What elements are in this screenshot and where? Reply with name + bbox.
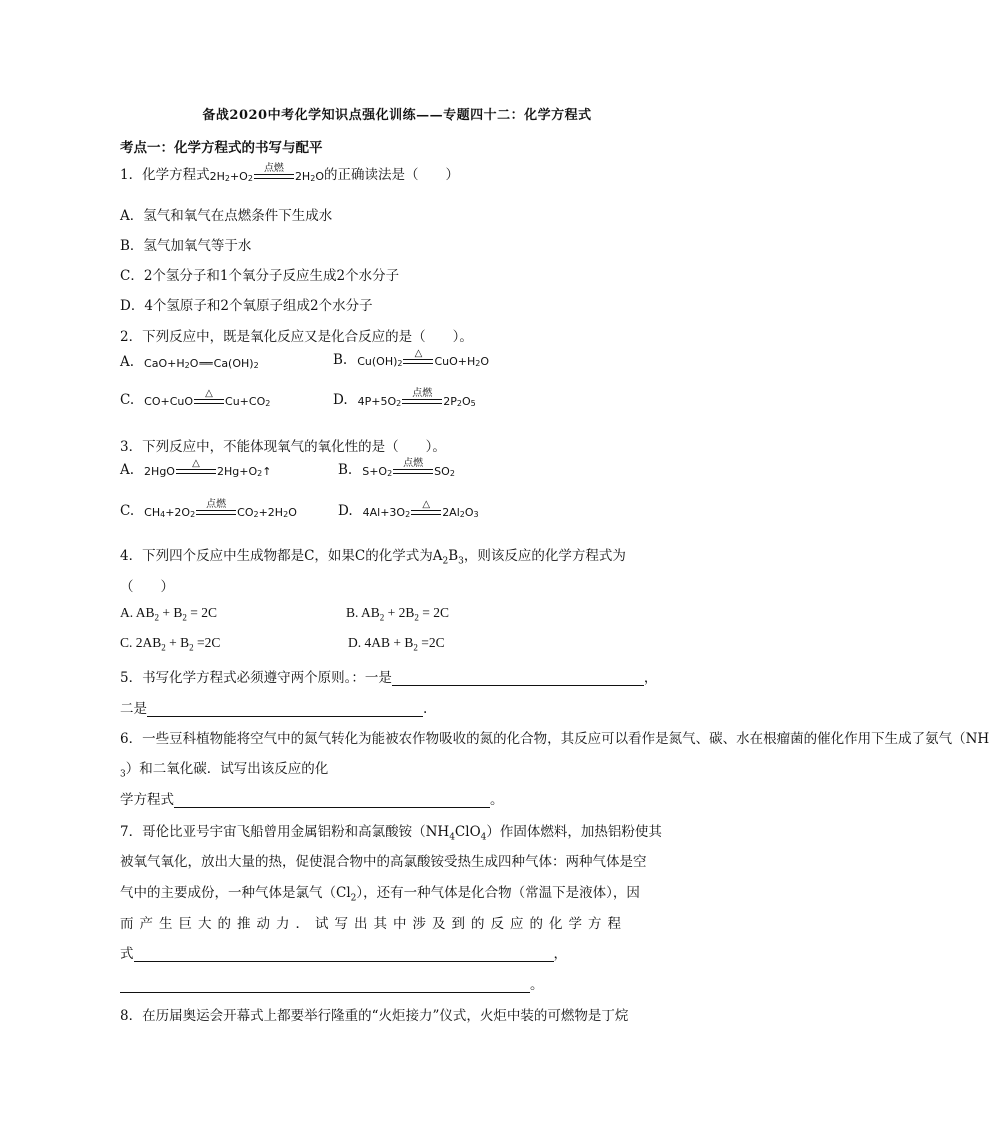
question-2-option-d: D. 4P+5O 2 点燃 2P 2 O 5 xyxy=(333,388,476,408)
question-3-option-b: B. S+O 2 点燃 SO 2 xyxy=(338,458,455,478)
question-7-line-6: 。 xyxy=(120,973,544,993)
answer-blank[interactable] xyxy=(134,947,554,962)
question-4-option-b: B. $AB_2 + 2B_2 = 2C$ xyxy=(346,605,450,623)
question-8-line-1: 8．在历届奥运会开幕式上都要举行隆重的“火炬接力”仪式，火炬中装的可燃物是丁烷 xyxy=(120,1008,629,1024)
question-4-stem: 4．下列四个反应中生成物都是C，如果C的化学式为$A_2B_3$，则该反应的化学方程式为 xyxy=(120,548,626,567)
question-6-line-2: $_3$）和二氧化碳．试写出该反应的化 xyxy=(120,761,329,780)
question-7-line-1: 7．哥伦比亚号宇宙飞船曾用金属铝粉和高氯酸铵$(NH_4ClO_4)$作固体燃料，加热铝粉使其 xyxy=(120,824,662,843)
question-2-option-b: B. Cu(OH) 2 △ CuO+H 2 O xyxy=(333,348,490,368)
section-heading: 考点一：化学方程式的书写与配平 xyxy=(120,140,323,156)
question-6-line-1: 6．一些豆科植物能将空气中的氮气转化为能被农作物吸收的氮的化合物，其反应可以看作是氮气、碳、水在根瘤菌的催化作用下生成了氨气（NH xyxy=(120,731,989,747)
question-2-stem: 2．下列反应中，既是氧化反应又是化合反应的是（ ）。 xyxy=(120,329,473,345)
question-1-option-c: C．2个氢分子和1个氧分子反应生成2个水分子 xyxy=(120,268,400,284)
question-5-line-2: 二是 . xyxy=(120,701,428,717)
question-1-option-b: B．氢气加氧气等于水 xyxy=(120,238,252,254)
question-2-option-a: A. CaO+H 2 O ══ Ca(OH) 2 xyxy=(120,354,259,370)
question-3-option-d: D. 4Al+3O 2 △ 2Al 2 O 3 xyxy=(338,499,479,519)
question-1-option-a: A．氢气和氧气在点燃条件下生成水 xyxy=(120,208,333,224)
answer-blank[interactable] xyxy=(392,671,644,686)
question-4-option-d: D. $4AB + B_2 =2C$ xyxy=(348,635,445,653)
answer-blank[interactable] xyxy=(147,702,423,717)
question-1-option-d: D．4个氢原子和2个氧原子组成2个水分子 xyxy=(120,298,373,314)
question-4-bracket: （ ） xyxy=(120,579,174,595)
question-2-option-c: C. CO+CuO △ Cu+CO 2 xyxy=(120,388,271,408)
question-7-line-3: 气中的主要成份，一种气体是氯气$(Cl_2)$，还有一种气体是化合物（常温下是液体），因 xyxy=(120,885,640,904)
equation: 2H 2 +O 2 点燃 2H 2 O xyxy=(209,163,324,183)
answer-blank[interactable] xyxy=(174,793,490,808)
question-3-option-c: C. CH 4 +2O 2 点燃 CO 2 +2H 2 O xyxy=(120,499,297,519)
answer-blank[interactable] xyxy=(120,978,530,993)
page-title: 备战2020中考化学知识点强化训练——专题四十二：化学方程式 xyxy=(202,108,592,123)
question-7-line-4: 而产生巨大的推动力．试写出其中涉及到的反应的化学方程 xyxy=(120,916,627,932)
question-5-line-1: 5．书写化学方程式必须遵守两个原则。：一是 ， xyxy=(120,670,658,686)
question-6-line-3: 学方程式 。 xyxy=(120,792,504,808)
question-4-option-a: A. $AB_2 + B_2 = 2C$ xyxy=(120,605,218,623)
question-1-stem: 1．化学方程式 2H 2 +O 2 点燃 2H 2 O 的正确读法是（ ） xyxy=(120,163,459,183)
question-7-line-5: 式 ， xyxy=(120,946,567,962)
question-3-stem: 3．下列反应中，不能体现氧气的氧化性的是（ ）。 xyxy=(120,439,446,455)
question-4-option-c: C. $2AB_2 + B_2 =2C$ xyxy=(120,635,221,653)
question-7-line-2: 被氧气氧化，放出大量的热，促使混合物中的高氯酸铵受热生成四种气体：两种气体是空 xyxy=(120,854,647,870)
question-3-option-a: A. 2HgO △ 2Hg+O 2 ↑ xyxy=(120,458,272,478)
